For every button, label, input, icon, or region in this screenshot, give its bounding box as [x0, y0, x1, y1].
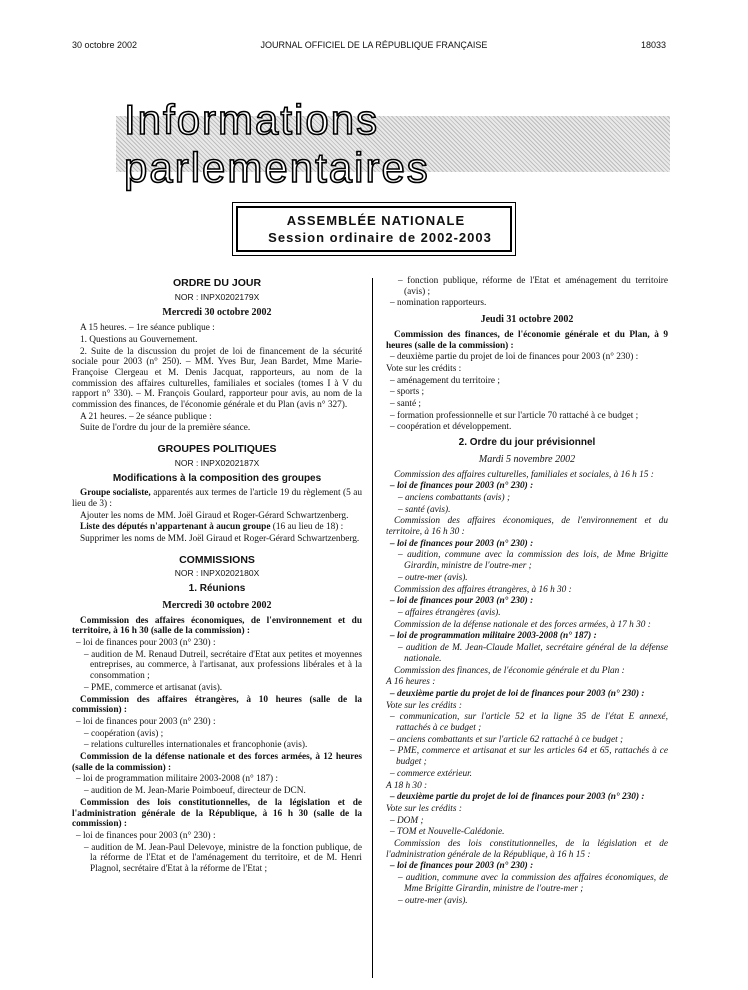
ordre-line: Suite de l'ordre du jour de la première séance. [80, 423, 251, 434]
ordre-date: Mercredi 30 octobre 2002 [162, 307, 272, 319]
agenda-item: – audition, commune avec la commission des affaires économiques, de Mme Brigitte Girardin, ministre de l'outre-mer ; [398, 873, 668, 894]
agenda-item: A 18 h 30 : [386, 780, 428, 791]
agenda-item: – PME, commerce et artisanat (avis). [84, 682, 223, 693]
ordre-line: A 15 heures. – 1re séance publique : [80, 323, 215, 334]
groupe-detail: apparentés aux termes de l'article 19 du règlement (5 au lieu de 3) : [72, 488, 363, 509]
ordre-title: ORDRE DU JOUR [172, 277, 262, 289]
agenda-item: – anciens combattants (avis) ; [398, 492, 511, 503]
agenda-item: – fonction publique, réforme de l'Etat et aménagement du territoire (avis) ; [398, 276, 668, 297]
page-header [0, 40, 748, 54]
groupe-line: Supprimer les noms de MM. Joël Giraud et Roger-Gérard Schwartzenberg. [80, 534, 360, 545]
agenda-item: – aménagement du territoire ; [390, 375, 500, 386]
groupe-name: Groupe socialiste, [80, 488, 151, 499]
commission-name: Commission des lois constitutionnelles, de la législation et de l'administration générale de la République, à 16 h 15 : [386, 839, 668, 860]
assembly-name: ASSEMBLÉE NATIONALE [286, 213, 466, 228]
commission-name: Commission de la défense nationale et des forces armées, à 17 h 30 : [394, 619, 651, 630]
agenda-item: A 16 heures : [386, 677, 436, 688]
groupe-detail: (16 au lieu de 18) : [270, 522, 344, 533]
agenda-item: – communication, sur l'article 52 et la ligne 35 de l'état E annexé, rattachés à ce budget ; [390, 712, 668, 734]
agenda-item: – anciens combattants et sur l'article 62 rattaché à ce budget ; [390, 734, 624, 745]
modif-title: Modifications à la composition des groupes [112, 472, 322, 484]
agenda-item: – loi de finances pour 2003 (n° 230) : [390, 481, 534, 492]
agenda-item: – DOM ; [390, 815, 424, 826]
agenda-item: – affaires étrangères (avis). [398, 607, 501, 618]
agenda-item: – formation professionnelle et sur l'article 70 rattaché à ce budget ; [390, 410, 639, 421]
reunions-date: Mercredi 30 octobre 2002 [162, 599, 272, 611]
groupes-title: GROUPES POLITIQUES [157, 443, 277, 456]
left-column [72, 272, 362, 876]
agenda-item: – loi de finances pour 2003 (n° 230) : [76, 637, 216, 648]
previsionnel-title: 2. Ordre du jour prévisionnel [458, 437, 596, 449]
header-page-number: 18033 [640, 40, 666, 50]
ordre-line: A 21 heures. – 2e séance publique : [80, 411, 212, 422]
agenda-item: – santé (avis). [398, 504, 451, 515]
agenda-item: – audition, commune avec la commission des lois, de Mme Brigitte Girardin, ministre de l'outre-mer ; [398, 550, 668, 572]
groupe-name: Liste des députés n'appartenant à aucun groupe [80, 522, 271, 533]
groupe-line: Ajouter les noms de MM. Joël Giraud et Roger-Gérard Schwartzenberg. [80, 510, 349, 521]
agenda-item: – santé ; [390, 399, 421, 410]
agenda-item: – outre-mer (avis). [398, 895, 468, 906]
agenda-item: Vote sur les crédits : [386, 803, 462, 814]
commissions-nor: NOR : INPX0202180X [174, 568, 260, 579]
jeudi-date: Jeudi 31 octobre 2002 [480, 314, 574, 326]
agenda-item: – audition de M. Renaud Dutreil, secrétaire d'Etat aux petites et moyennes entreprises, au commerce, à l'artisanat, aux professions libérales et à la consommation ; [84, 649, 362, 682]
assembly-box [236, 206, 512, 252]
agenda-item: – nomination rapporteurs. [390, 298, 487, 309]
agenda-item: – deuxième partie du projet de loi de finances pour 2003 (n° 230) : [390, 688, 645, 699]
groupe-line [72, 522, 362, 533]
agenda-item: – loi de finances pour 2003 (n° 230) : [76, 716, 216, 727]
agenda-item: – TOM et Nouvelle-Calédonie. [390, 827, 505, 838]
agenda-item: – audition de M. Jean-Paul Delevoye, ministre de la fonction publique, de la réforme de l'Etat et de l'aménagement du territoire, et de M. Henri Plagnol, secrétaire d'Etat à la réforme de l'Etat ; [84, 842, 362, 875]
agenda-item: – loi de programmation militaire 2003-2008 (n° 187) : [390, 631, 597, 642]
commission-name: Commission de la défense nationale et des forces armées, à 12 heures (salle de la commission) : [72, 752, 362, 773]
commission-name: Commission des affaires économiques, de l'environnement et du territoire, à 16 h 30 (salle de la commission) : [72, 615, 362, 637]
commission-name: Commission des finances, de l'économie générale et du Plan : [394, 665, 625, 676]
agenda-item: – audition de M. Jean-Claude Mallet, secrétaire général de la défense nationale. [398, 643, 668, 664]
header-journal: JOURNAL OFFICIEL DE LA RÉPUBLIQUE FRANÇAISE [260, 40, 488, 50]
agenda-item: – relations culturelles internationales et francophonie (avis). [84, 740, 308, 751]
agenda-item: – PME, commerce et artisanat et sur les articles 64 et 65, rattachés à ce budget ; [390, 746, 668, 768]
ordre-line: 1. Questions au Gouvernement. [80, 334, 198, 345]
agenda-item: – loi de finances pour 2003 (n° 230) : [390, 861, 534, 872]
agenda-item: – audition de M. Jean-Marie Poimboeuf, directeur de DCN. [84, 786, 306, 797]
agenda-item: – coopération (avis) ; [84, 728, 164, 739]
commissions-title: COMMISSIONS [179, 553, 255, 566]
commission-name: Commission des lois constitutionnelles, de la législation et de l'administration générale de la République, à 16 h 30 (salle de la commission) : [72, 797, 362, 830]
agenda-item: – outre-mer (avis). [398, 572, 468, 583]
ordre-line: 2. Suite de la discussion du projet de loi de financement de la sécurité sociale pour 2003 (n° 250). – MM. Yves Bur, Jean Bardet, Mme Marie-Françoise Clergeau et M. Denis Jacquat, rapporteurs, au nom de la commission des affaires culturelles, familiales et sociales (tomes I à V du rapport n° 330). – M. François Goulard, rapporteur pour avis, au nom de la commission des finances, de l'économie générale et du Plan (avis n° 327). [72, 346, 362, 411]
header-date: 30 octobre 2002 [72, 40, 138, 50]
assembly-session: Session ordinaire de 2002-2003 [268, 230, 492, 245]
banner-title: Informations parlementaires [124, 96, 430, 191]
agenda-item: – commerce extérieur. [390, 768, 473, 779]
commission-name: Commission des affaires étrangères, à 10 heures (salle de la commission) : [72, 694, 362, 716]
agenda-item: – loi de finances pour 2003 (n° 230) : [390, 596, 534, 607]
column-divider [372, 278, 373, 978]
agenda-item: – sports ; [390, 387, 425, 398]
agenda-item: Vote sur les crédits : [386, 363, 462, 374]
agenda-item: – loi de finances pour 2003 (n° 230) : [76, 830, 216, 841]
right-column [386, 276, 668, 907]
agenda-item: Vote sur les crédits : [386, 700, 462, 711]
agenda-item: – loi de finances pour 2003 (n° 230) : [390, 538, 534, 549]
commission-name: Commission des finances, de l'économie générale et du Plan, à 9 heures (salle de la commission) : [386, 329, 668, 351]
agenda-item: – coopération et développement. [390, 422, 512, 433]
commission-name: Commission des affaires étrangères, à 16 h 30 : [394, 584, 572, 595]
groupe-line [72, 488, 362, 509]
reunions-title: 1. Réunions [188, 583, 246, 595]
commission-name: Commission des affaires culturelles, familiales et sociales, à 16 h 15 : [394, 469, 654, 480]
commission-name: Commission des affaires économiques, de l'environnement et du territoire, à 16 h 30 : [386, 516, 668, 538]
agenda-item: – deuxième partie du projet de loi de finances pour 2003 (n° 230) : [390, 792, 645, 803]
agenda-item: – loi de programmation militaire 2003-2008 (n° 187) : [76, 774, 279, 785]
mardi-date: Mardi 5 novembre 2002 [478, 453, 576, 465]
section-banner [116, 96, 670, 191]
ordre-nor: NOR : INPX0202179X [174, 291, 260, 302]
groupes-nor: NOR : INPX0202187X [174, 457, 260, 468]
agenda-item: – deuxième partie du projet de loi de finances pour 2003 (n° 230) : [390, 352, 639, 363]
